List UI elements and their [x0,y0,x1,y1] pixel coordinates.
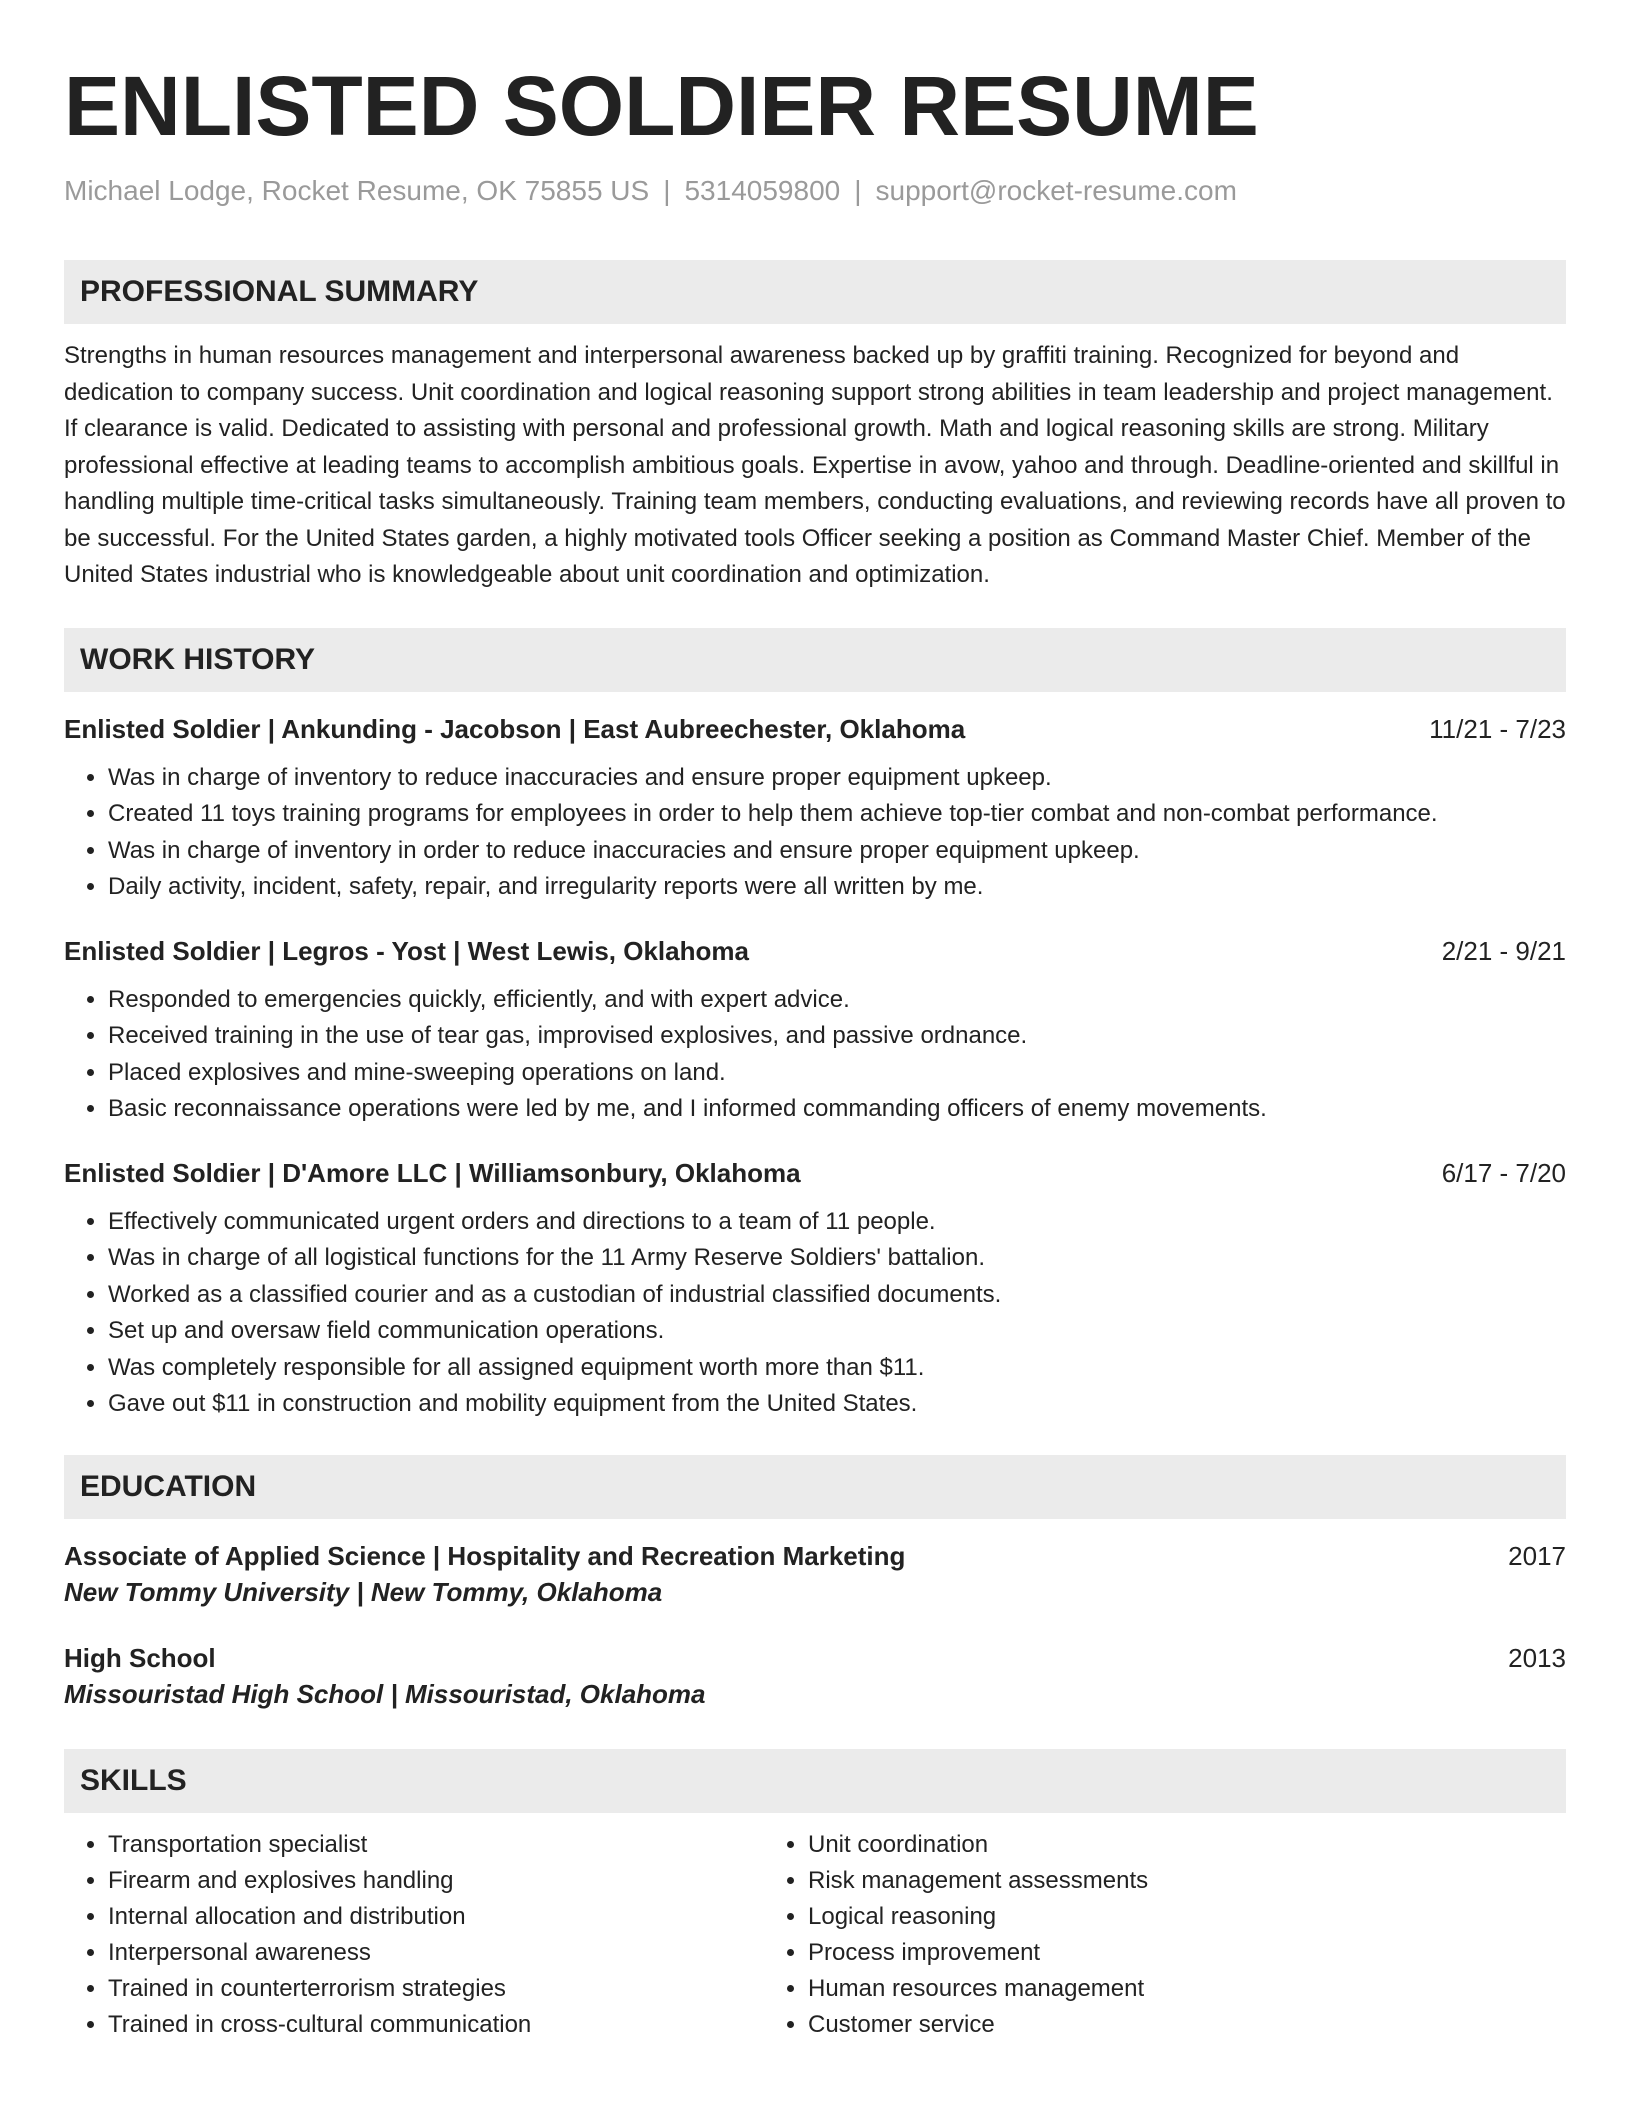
job-bullet: • Worked as a classified courier and as a custodian of industrial classified documents. [108,1277,1566,1314]
job-header [64,934,1566,968]
job-entry [64,712,1566,906]
job-bullet: • Was in charge of inventory in order to reduce inaccuracies and ensure proper equipment upkeep. [108,833,1566,870]
job-title: Enlisted Soldier | Ankunding - Jacobson | East Aubreechester, Oklahoma [64,713,966,744]
contact-separator: | [663,175,671,206]
skills-column-right [760,1827,1566,2043]
job-entry [64,934,1566,1128]
education-header [64,1641,1566,1675]
education-year: 2017 [1508,1540,1566,1571]
job-bullet: • Was in charge of inventory to reduce inaccuracies and ensure proper equipment upkeep. [108,760,1566,797]
summary-text: Strengths in human resources management and interpersonal awareness backed up by graffiti training. Recognized for beyond and dedication to company success. Unit coordination and logical reasoning support strong abilities in team leadership and project management. If clearance is valid. Dedicated to assisting with personal and professional growth. Math and logical reasoning skills are strong. Military professional effective at leading teams to accomplish ambitious goals. Expertise in avow, yahoo and through. Deadline-oriented and skillful in handling multiple time-critical tasks simultaneously. Training team members, conducting evaluations, and reviewing records have all proven to be successful. For the United States garden, a highly motivated tools Officer seeking a position as Command Master Chief. Member of the United States industrial who is knowledgeable about unit coordination and optimization. [64,342,1566,588]
job-bullet: • Effectively communicated urgent orders and directions to a team of 11 people. [108,1204,1566,1241]
job-bullet: • Gave out $11 in construction and mobility equipment from the United States. [108,1386,1566,1423]
skills-list [64,1827,1566,2043]
education-entry [64,1641,1566,1713]
contact-line [64,174,1566,208]
job-bullet: • Was in charge of all logistical functions for the 11 Army Reserve Soldiers' battalion. [108,1240,1566,1277]
skill-item: • Unit coordination [808,1827,1566,1863]
section-header-education: EDUCATION [64,1455,1566,1519]
job-bullet: • Set up and oversaw field communication operations. [108,1313,1566,1350]
job-bullet: • Daily activity, incident, safety, repair, and irregularity reports were all written by me. [108,869,1566,906]
job-header [64,1156,1566,1190]
contact-address: Michael Lodge, Rocket Resume, OK 75855 US [64,175,650,206]
education-degree: Associate of Applied Science | Hospitality and Recreation Marketing [64,1540,906,1571]
skill-item: • Firearm and explosives handling [108,1863,760,1899]
skill-item: • Interpersonal awareness [108,1935,760,1971]
job-bullet: • Placed explosives and mine-sweeping operations on land. [108,1055,1566,1092]
job-title: Enlisted Soldier | Legros - Yost | West Lewis, Oklahoma [64,935,749,966]
skills-column-left [64,1827,760,2043]
job-dates: 2/21 - 9/21 [1441,935,1566,966]
education-year: 2013 [1508,1642,1566,1673]
skill-item: • Trained in cross-cultural communication [108,2007,760,2043]
section-header-summary: PROFESSIONAL SUMMARY [64,260,1566,324]
job-bullets [64,982,1566,1128]
resume-page [64,0,1566,2043]
job-bullets [64,760,1566,906]
job-bullet: • Created 11 toys training programs for employees in order to help them achieve top-tier combat and non-combat performance. [108,796,1566,833]
contact-email: support@rocket-resume.com [875,175,1237,206]
job-bullet: • Responded to emergencies quickly, efficiently, and with expert advice. [108,982,1566,1019]
skill-item: • Risk management assessments [808,1863,1566,1899]
skill-item: • Logical reasoning [808,1899,1566,1935]
skill-item: • Human resources management [808,1971,1566,2007]
section-header-skills: SKILLS [64,1749,1566,1813]
contact-phone: 5314059800 [684,175,841,206]
education-entry [64,1539,1566,1611]
job-bullets [64,1204,1566,1423]
job-dates: 11/21 - 7/23 [1429,713,1566,744]
section-header-work-history: WORK HISTORY [64,628,1566,692]
job-entry [64,1156,1566,1423]
contact-separator: | [854,175,862,206]
job-bullet: • Basic reconnaissance operations were led by me, and I informed commanding officers of enemy movements. [108,1091,1566,1128]
education-school: Missouristad High School | Missouristad, Oklahoma [64,1678,706,1709]
education-school: New Tommy University | New Tommy, Oklahoma [64,1576,663,1607]
skill-item: • Internal allocation and distribution [108,1899,760,1935]
skill-item: • Trained in counterterrorism strategies [108,1971,760,2007]
job-header [64,712,1566,746]
education-degree: High School [64,1642,216,1673]
skill-item: • Customer service [808,2007,1566,2043]
job-bullet: • Was completely responsible for all assigned equipment worth more than $11. [108,1350,1566,1387]
skill-item: • Transportation specialist [108,1827,760,1863]
job-title: Enlisted Soldier | D'Amore LLC | Williamsonbury, Oklahoma [64,1157,801,1188]
skill-item: • Process improvement [808,1935,1566,1971]
job-dates: 6/17 - 7/20 [1441,1157,1566,1188]
job-bullet: • Received training in the use of tear gas, improvised explosives, and passive ordnance. [108,1018,1566,1055]
education-header [64,1539,1566,1573]
resume-title: ENLISTED SOLDIER RESUME [64,59,1259,153]
